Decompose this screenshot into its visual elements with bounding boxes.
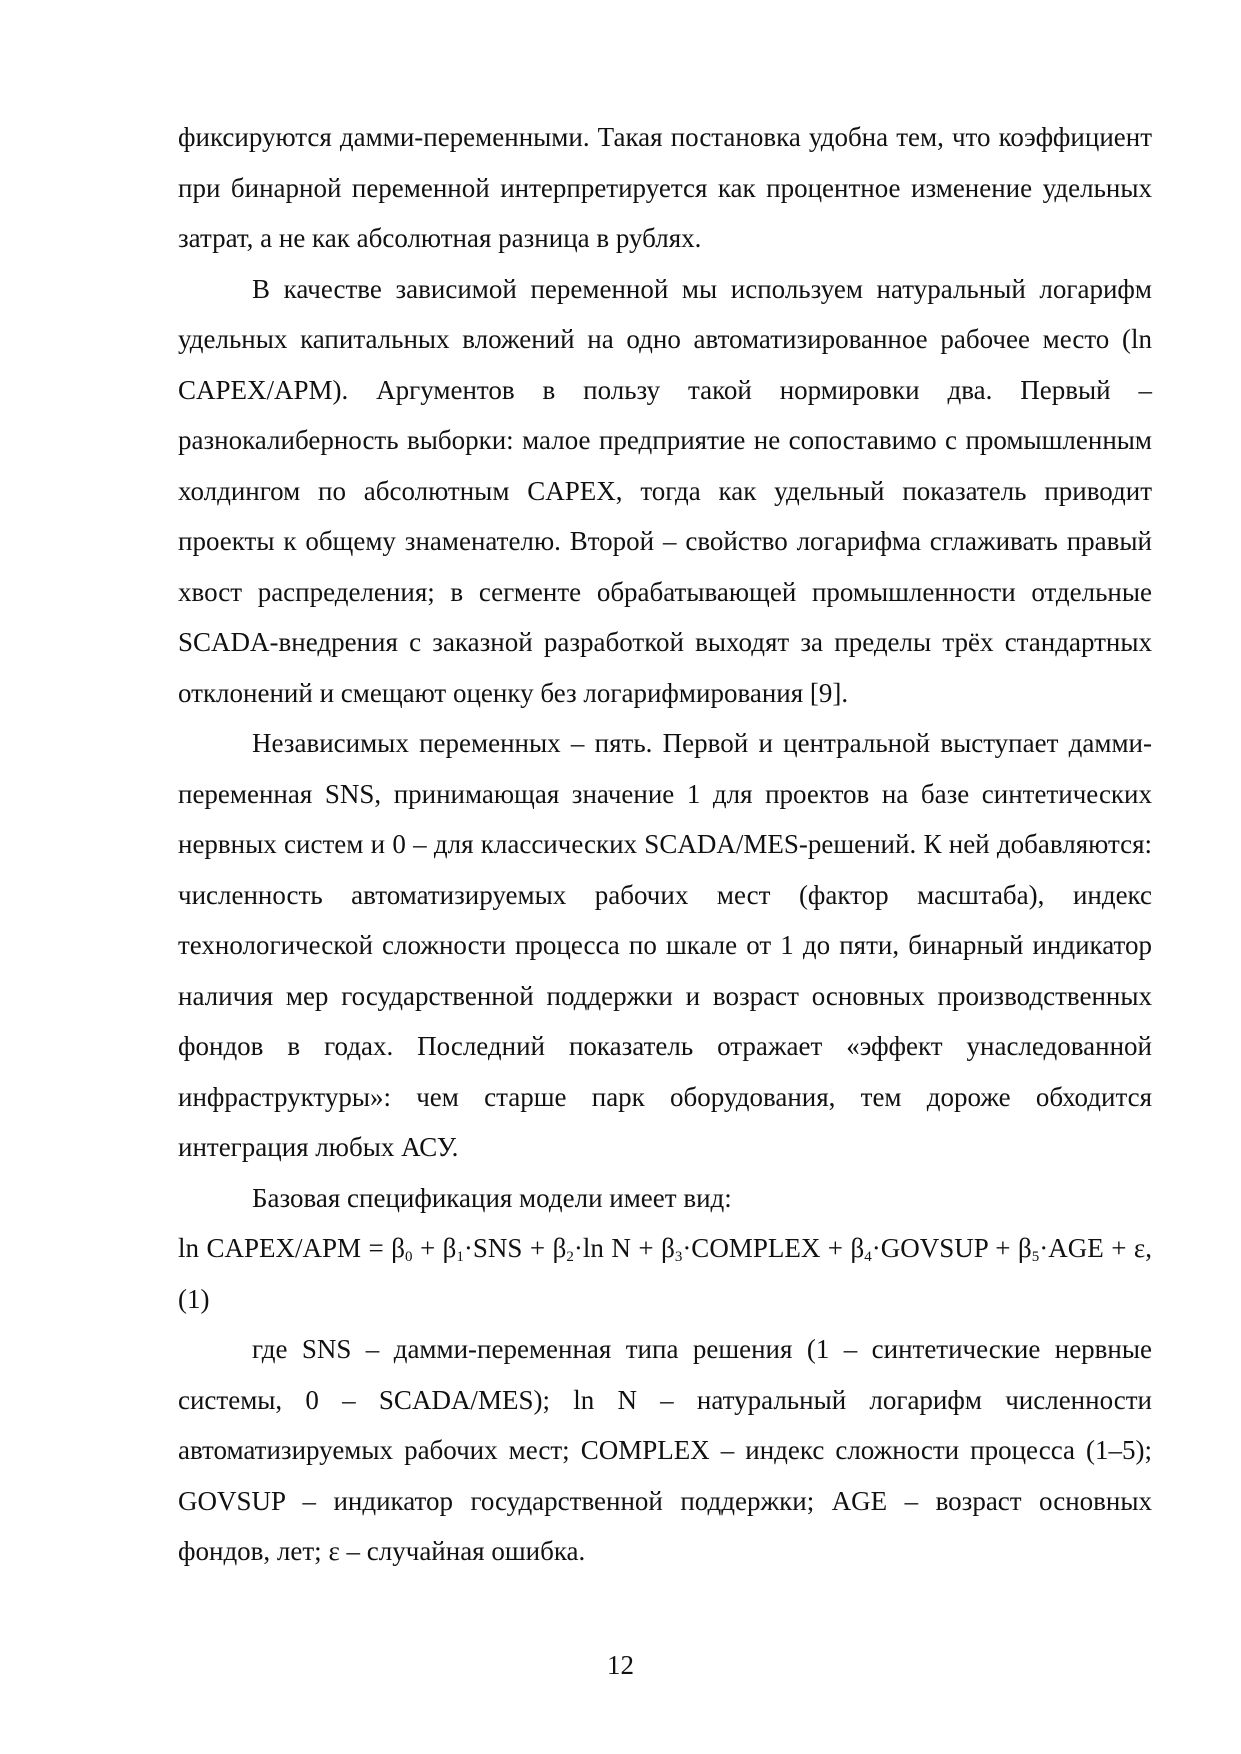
formula-term-1: ·SNS +	[463, 1233, 553, 1263]
formula-term-3: ·COMPLEX +	[682, 1233, 851, 1263]
paragraph-continuation: фиксируются дамми-переменными. Такая постановка удобна тем, что коэффициент при бинарной переменной интерпретируется как процентное изменение удельных затрат, а не как абсолютная разница в рублях.	[178, 122, 1152, 253]
formula-term-4: ·GOVSUP +	[871, 1233, 1018, 1263]
formula-beta-1: β	[442, 1233, 457, 1263]
paragraph-dependent-variable: В качестве зависимой переменной мы используем натуральный логарифм удельных капитальных вложений на одно автоматизированное рабочее место (ln CAPEX/АРМ). Аргументов в пользу такой нормировки два. Первый – разнокалиберность выборки: малое предприятие не сопоставимо с промышленным холдингом по абсолютным CAPEX, тогда как удельный показатель приводит проекты к общему знаменателю. Второй – свойство логарифма сглаживать правый хвост распределения; в сегменте обрабатывающей промышленности отдельные SCADA-внедрения с заказной разработкой выходят за пределы трёх стандартных отклонений и смещают оценку без логарифмирования [9].	[178, 273, 1152, 708]
formula-beta-4: β	[850, 1233, 865, 1263]
formula-beta-5: β	[1017, 1233, 1032, 1263]
model-formula	[178, 1223, 1152, 1324]
body-text	[178, 112, 1152, 1577]
formula-term-5: ·AGE + ε, (1)	[178, 1233, 1152, 1314]
formula-beta-2: β	[552, 1233, 567, 1263]
page-number: 12	[607, 1650, 634, 1680]
formula-sub-4: 4	[864, 1249, 872, 1265]
paragraph-independent-variables: Независимых переменных – пять. Первой и центральной выступает дамми-переменная SNS, принимающая значение 1 для проектов на базе синтетических нервных систем и 0 – для классических SCADA/MES-решений. К ней добавляются: численность автоматизируемых рабочих мест (фактор масштаба), индекс технологической сложности процесса по шкале от 1 до пяти, бинарный индикатор наличия мер государственной поддержки и возраст основных производственных фондов в годах. Последний показатель отражает «эффект унаследованной инфраструктуры»: чем старше парк оборудования, тем дороже обходится интеграция любых АСУ.	[178, 728, 1152, 1162]
formula-sub-1: 1	[456, 1249, 464, 1265]
paragraph-variable-definitions: где SNS – дамми-переменная типа решения (1 – синтетические нервные системы, 0 – SCADA/MES); ln N – натуральный логарифм численности автоматизируемых рабочих мест; COMPLEX – индекс сложности процесса (1–5); GOVSUP – индикатор государственной поддержки; AGE – возраст основных фондов, лет; ε – случайная ошибка.	[178, 1334, 1152, 1566]
formula-sub-0: 0	[404, 1249, 413, 1265]
formula-plus-1: +	[412, 1233, 443, 1263]
formula-beta-3: β	[661, 1233, 675, 1263]
formula-sub-5: 5	[1031, 1249, 1040, 1265]
formula-beta-0: β	[391, 1233, 405, 1263]
formula-sub-3: 3	[674, 1249, 683, 1265]
formula-sub-2: 2	[566, 1249, 574, 1265]
formula-term-2: ·ln N +	[573, 1233, 662, 1263]
paragraph-model-intro: Базовая спецификация модели имеет вид:	[252, 1182, 732, 1213]
formula-lhs: ln CAPEX/АРМ =	[178, 1233, 392, 1263]
